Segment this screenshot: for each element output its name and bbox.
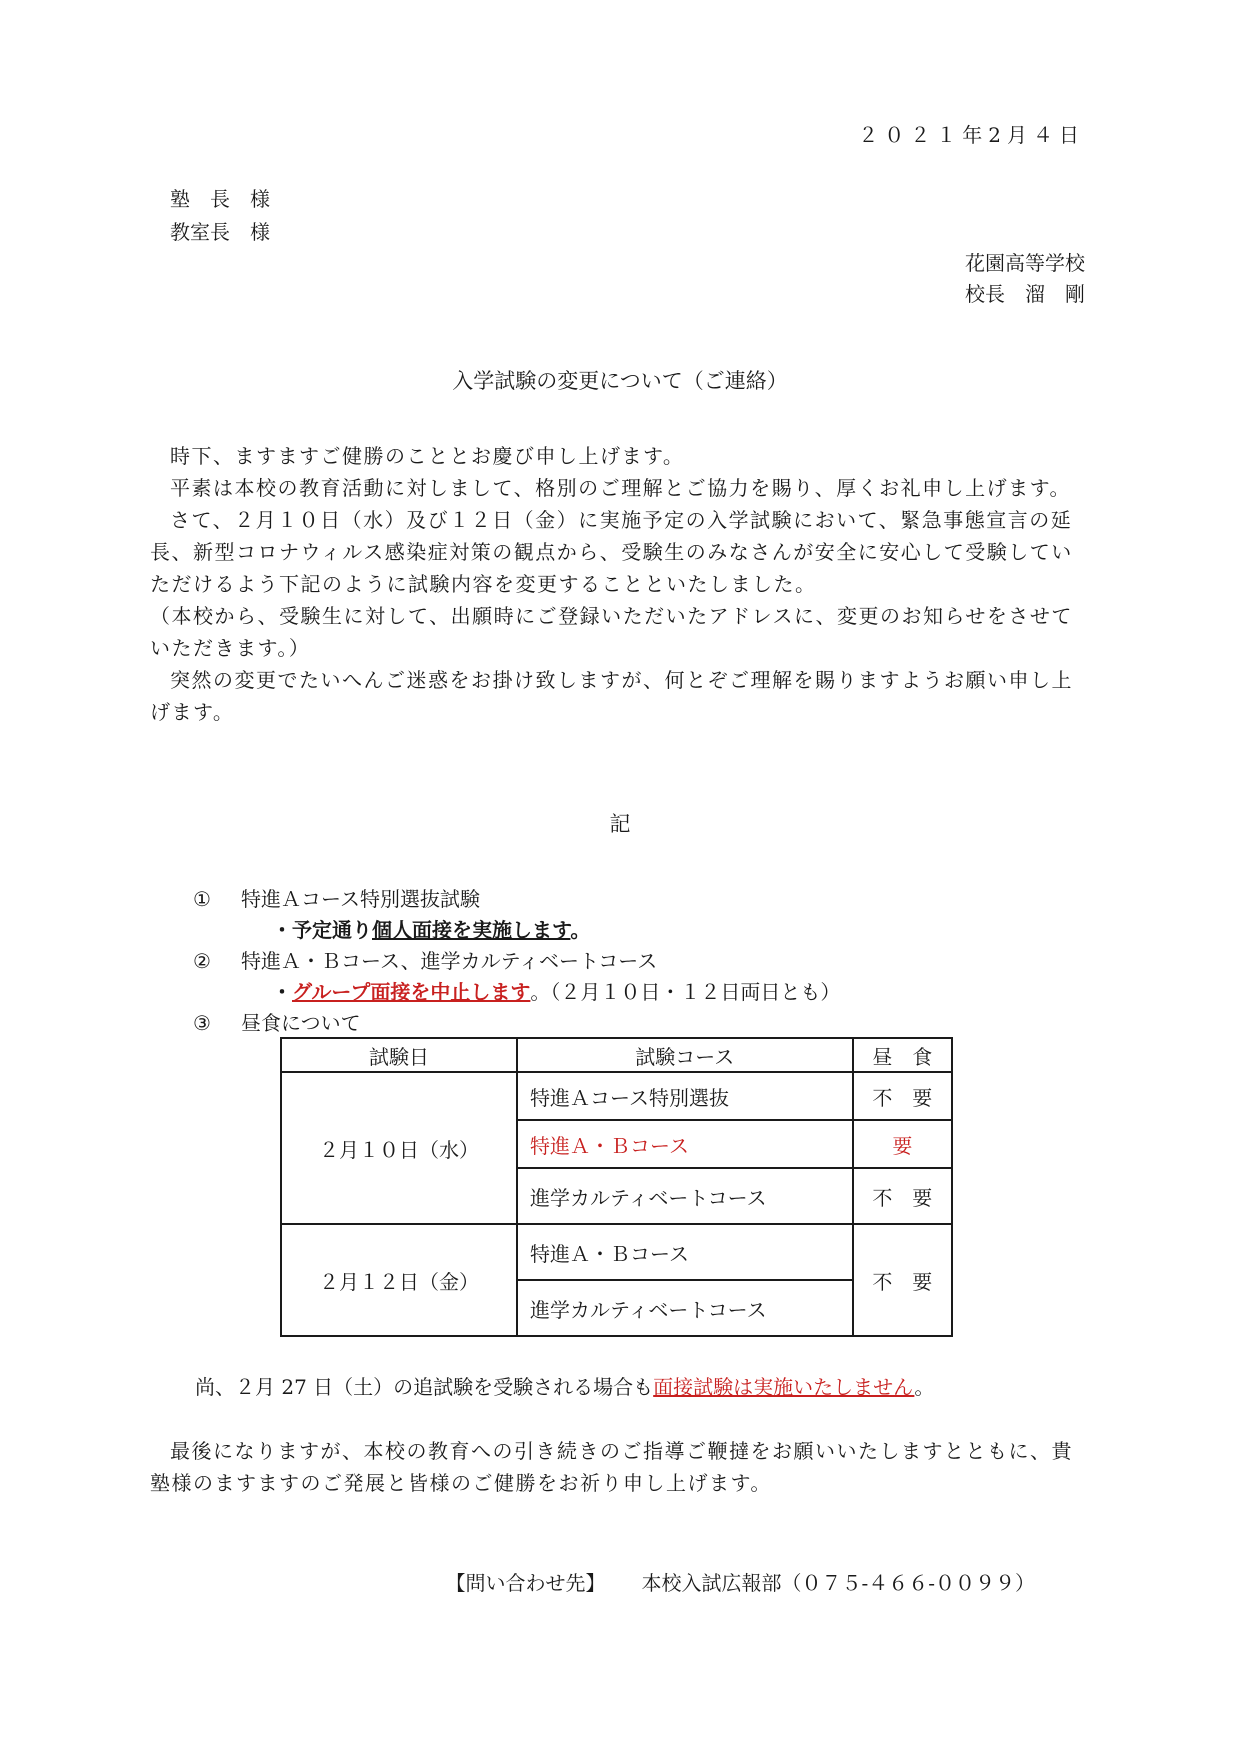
date-cell-feb10: ２月１０日（水） <box>281 1072 517 1224</box>
lunch-cell: 不 要 <box>853 1072 952 1120</box>
item-1-detail <box>272 914 590 943</box>
makeup-exam-note <box>195 1371 934 1400</box>
item-1 <box>193 883 480 912</box>
document-title: 入学試験の変更について（ご連絡） <box>452 369 788 393</box>
course-cell-highlighted: 特進Ａ・Ｂコース <box>517 1120 853 1168</box>
thanks-paragraph: 平素は本校の教育活動に対しまして、格別のご理解とご協力を賜り、厚くお礼申し上げます。 <box>170 476 1071 500</box>
table-row <box>281 1072 952 1120</box>
item-1-label: 特進Ａコース特別選抜試験 <box>241 887 480 911</box>
item-1-detail-prefix: ・予定通り <box>272 918 372 942</box>
notice-paragraph: （本校から、受験生に対して、出願時にご登録いただいたアドレスに、変更のお知らせをさせていただきます。） <box>150 604 1073 660</box>
lunch-cell: 不 要 <box>853 1224 952 1336</box>
sender-principal: 校長 溜 剛 <box>965 282 1085 306</box>
item-1-number: ① <box>193 887 211 911</box>
item-3 <box>193 1007 361 1036</box>
closing-paragraph <box>150 1435 1090 1499</box>
item-2-detail-emphasis: グループ面接を中止します <box>292 980 531 1004</box>
lunch-table <box>280 1037 953 1337</box>
course-cell: 進学カルティベートコース <box>517 1280 853 1336</box>
greeting-paragraph: 時下、ますますご健勝のこととお慶び申し上げます。 <box>170 444 685 468</box>
lunch-cell-required: 要 <box>853 1120 952 1168</box>
recipient-juku-head: 塾 長 様 <box>170 187 270 211</box>
item-1-detail-suffix: 。 <box>570 918 591 942</box>
recipient-classroom-head: 教室長 様 <box>170 220 270 244</box>
item-3-number: ③ <box>193 1011 211 1035</box>
header-lunch: 昼 食 <box>853 1038 952 1072</box>
sender-school: 花園高等学校 <box>965 251 1085 275</box>
item-2 <box>193 945 657 974</box>
item-2-detail-suffix: 。（２月１０日・１２日両日とも） <box>530 980 841 1004</box>
lunch-cell: 不 要 <box>853 1168 952 1224</box>
apology-paragraph: 突然の変更でたいへんご迷惑をお掛け致しますが、何とぞご理解を賜りますようお願い申し上げます。 <box>150 668 1073 724</box>
note-suffix: 。 <box>914 1375 935 1399</box>
table-row <box>281 1224 952 1280</box>
course-cell: 特進Ａコース特別選抜 <box>517 1072 853 1120</box>
date-cell-feb12: ２月１２日（金） <box>281 1224 517 1336</box>
ki-heading: 記 <box>609 812 631 836</box>
item-1-detail-emphasis: 個人面接を実施します <box>372 918 571 942</box>
item-2-label: 特進Ａ・Ｂコース、進学カルティベートコース <box>241 949 658 973</box>
item-2-number: ② <box>193 949 211 973</box>
item-2-detail-prefix: ・ <box>272 980 292 1004</box>
closing-text: 最後になりますが、本校の教育への引き続きのご指導ご鞭撻をお願いいたしますとともに、貴塾様のますますのご発展と皆様のご健勝をお祈り申し上げます。 <box>150 1439 1073 1495</box>
course-cell: 特進Ａ・Ｂコース <box>517 1224 853 1280</box>
change-paragraph: さて、２月１０日（水）及び１２日（金）に実施予定の入学試験において、緊急事態宣言の延長、新型コロナウィルス感染症対策の観点から、受験生のみなさんが安全に安心して受験していただけるよう下記のように試験内容を変更することといたしました。 <box>150 508 1073 596</box>
contact-text: 本校入試広報部（０７５-４６６-００９９） <box>641 1571 1035 1595</box>
item-2-detail <box>272 976 840 1005</box>
note-emphasis: 面接試験は実施いたしません <box>653 1375 915 1399</box>
contact-info <box>445 1567 1035 1596</box>
body-text <box>150 440 1090 728</box>
contact-label: 【問い合わせ先】 <box>445 1571 606 1595</box>
note-prefix: 尚、２月 27 日（土）の追試験を受験される場合も <box>195 1375 654 1399</box>
header-exam-date: 試験日 <box>281 1038 517 1072</box>
header-exam-course: 試験コース <box>517 1038 853 1072</box>
table-header-row <box>281 1038 952 1072</box>
document-date: ２０２１年2月４日 <box>858 123 1085 147</box>
course-cell: 進学カルティベートコース <box>517 1168 853 1224</box>
item-3-label: 昼食について <box>241 1011 361 1035</box>
